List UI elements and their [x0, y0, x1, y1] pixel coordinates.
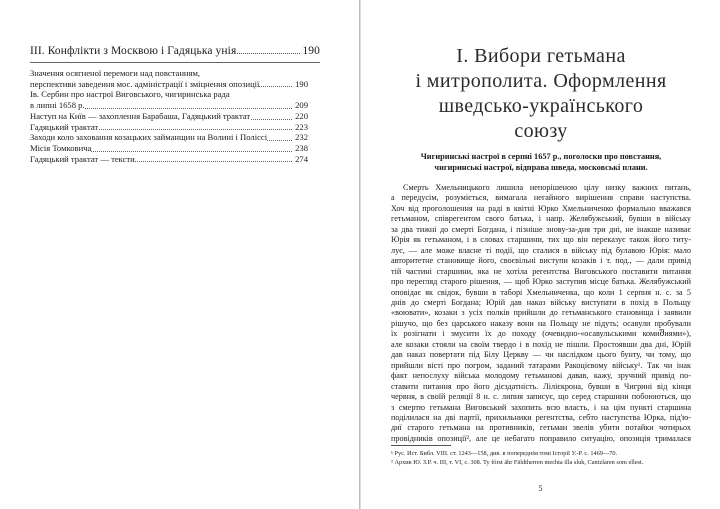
toc-entry-page: 232: [295, 132, 308, 143]
chapter-title-line: I. Вибори гетьмана: [456, 45, 626, 67]
body-text-line: факт непослуху війська молодому гетьманові давав, кажу, зручний привід по-: [391, 371, 691, 381]
body-text-line: лує, — але може власне ті події, що сталися в війську під булавою Юрія: мало: [391, 245, 691, 255]
body-text-line: диї старого гетьмана на противників, гетьман звелів убити потайки чотирьох: [391, 423, 691, 433]
body-text-line: а передусім, розуміється, вимагала негайного вирішення справи наступства.: [391, 193, 691, 203]
body-text-line: рішучо, що без царського наказу вони на Польщу не підуть; осавули пробували: [391, 318, 691, 328]
toc-section-heading[interactable]: [30, 45, 320, 57]
summary-line: чигиринські настрої, відправа шведа, московські плани.: [434, 162, 648, 172]
body-text-line: авторитетне становище його, своєвільні виступи козаків і т. под., — дали привід: [391, 256, 691, 266]
body-text-line: Юрія як гетьманом, і в словах старшини, тих що він переказує також його титу-: [391, 235, 691, 245]
toc-entry-title: Місія Томковича: [30, 142, 92, 153]
chapter-summary: [391, 152, 691, 173]
body-text-line: оповідає як свідок, бувши в таборі Хмельниченка, що коли 1 серпня н. с. за 5: [391, 287, 691, 297]
body-text-line: але козаки стояли на своїм твердо і в похід не пішли. Простоявши два дні, Юрій: [391, 339, 691, 349]
toc-entry-line: Значення осягненої перемоги над повстанням,: [30, 68, 201, 78]
chapter-title-line: шведсько-українського: [438, 95, 644, 117]
toc-entry-page: 238: [295, 142, 308, 153]
page-number: 5: [538, 484, 543, 493]
body-text-line: гетьманом, співрегентом свого батька, і напр. Желябужський, бувши в війську: [391, 214, 691, 224]
toc-entry-last-line: [30, 100, 308, 111]
body-text-line: Хоч від проголошення на раді в квітні Юрко Хмельниченко формально вважався: [391, 203, 691, 213]
toc-entry-last-line: [30, 143, 308, 154]
toc-entry-title: Заходи коло заховання козацьких займанщин на Волині і Поліссі: [30, 132, 268, 143]
toc-entry-title: Гадяцький трактат — тексти: [30, 153, 135, 164]
body-text-line: прийшли вісті про погром, заданий татарами Ракоцієвому війську¹. Так чи інак: [391, 360, 691, 370]
toc-section-title: III. Конфлікти з Москвою і Гадяцька унія: [30, 45, 237, 57]
body-text-line: провідників опозиції², але це небагато поправило ситуацію, опозиція трималася: [391, 433, 691, 443]
toc-entry-last-line: [30, 154, 308, 165]
summary-line: Чигиринські настрої в серпні 1657 р., поголоски про повстання,: [420, 152, 662, 161]
chapter-title-line: союзу: [514, 120, 568, 142]
toc-entry[interactable]: [30, 68, 308, 89]
body-text-line: Смерть Хмельницького лишила непорішеною цілу низку важних питань,: [403, 183, 691, 192]
toc-entry-last-line: [30, 111, 308, 122]
toc-entry-page: 209: [295, 100, 308, 111]
toc-entry-last-line: [30, 132, 308, 143]
toc-entry[interactable]: [30, 132, 308, 143]
footnote: ² Архив Ю. З.Р. ч. III, т. VI, с. 308. Ту fórst ähr Fäldtherren mechta illa sluk, Cantzlaren som ellest.: [391, 458, 644, 466]
toc-entry-page: 223: [295, 121, 308, 132]
toc-entry[interactable]: [30, 154, 308, 165]
footnotes: [391, 450, 691, 467]
body-text-line: тій частині старшини, яка не хотіла регентства Виговського поставити питання: [391, 266, 691, 276]
toc-entry[interactable]: [30, 143, 308, 154]
toc-entry-line: Ів. Сербин про настрої Виговського, чигиринська рада: [30, 89, 230, 100]
toc-entry[interactable]: [30, 89, 308, 110]
toc-entry-title: в липні 1658 р.: [30, 100, 85, 111]
footnote-divider: [391, 445, 451, 446]
toc-entry-page: 190: [295, 78, 308, 89]
body-text-line: за два тижні до смерті Богдана, і пізніше знову-за-дня три дні, не інакше називає: [391, 224, 691, 234]
body-text-line: з смертю гетьмана Виговський захопить всю власть, і на цім пункті старшина: [391, 402, 691, 412]
body-text-line: днів до смерті Богдана; Юрій дав наказ війську виступати в похід в Польщу: [391, 297, 691, 307]
toc-entry[interactable]: [30, 111, 308, 122]
chapter-body: [391, 183, 691, 444]
footnote: ¹ Рус. Ист. Библ. VIII. ст. 1243—158, див. в попереднім томі Історії У.-Р. с. 1469—70.: [391, 450, 618, 457]
toc-entry[interactable]: [30, 122, 308, 133]
body-text-line: «воювати», козаки з усіх полків прийшли до гетьманського становища і заявили: [391, 308, 691, 318]
body-text-line: ставити питання про його дієздатність. Лілієкрона, бувши в Чигрині від кінця: [391, 381, 691, 391]
toc-list: [30, 68, 308, 164]
toc-entry-title: Гадяцький трактат: [30, 121, 99, 132]
body-text-line: червня, в своїй реляції 8 н. с. липня записує, що серед старшини побоюються, що: [391, 392, 691, 402]
chapter-title-line: і митрополита. Оформлення: [415, 70, 667, 92]
right-page: [361, 0, 720, 509]
body-text-line: поділилася на дві партії, прихильники регентства, себто наступства Юрка, під'ю-: [391, 412, 691, 422]
toc-entry-page: 274: [295, 153, 308, 164]
toc-section-page: 190: [302, 45, 320, 57]
chapter-title: [381, 44, 701, 144]
toc-entry-title: Наступ на Київ — захоплення Барабаша, Гадяцький трактат: [30, 110, 251, 121]
body-text-line: їх розігнати і змусити їх до походу (очевидно-«осавульськими комиშиями»),: [391, 329, 691, 339]
body-text-line: про перегляд старого рішення, — щоб Юрко заступив місце батька. Желябужський: [391, 277, 691, 287]
toc-entry-last-line: [30, 122, 308, 133]
toc-entry-page: 220: [295, 110, 308, 121]
toc-entry-last-line: [30, 79, 308, 90]
body-text-line: дав наказ повертати під Білу Церкву — чи наслідком цього бунту, чи тому, що: [391, 350, 691, 360]
toc-entry-title: перспективи заведення мос. адміністрації і зміцнення опозиції: [30, 78, 260, 89]
toc-divider: [30, 62, 320, 63]
